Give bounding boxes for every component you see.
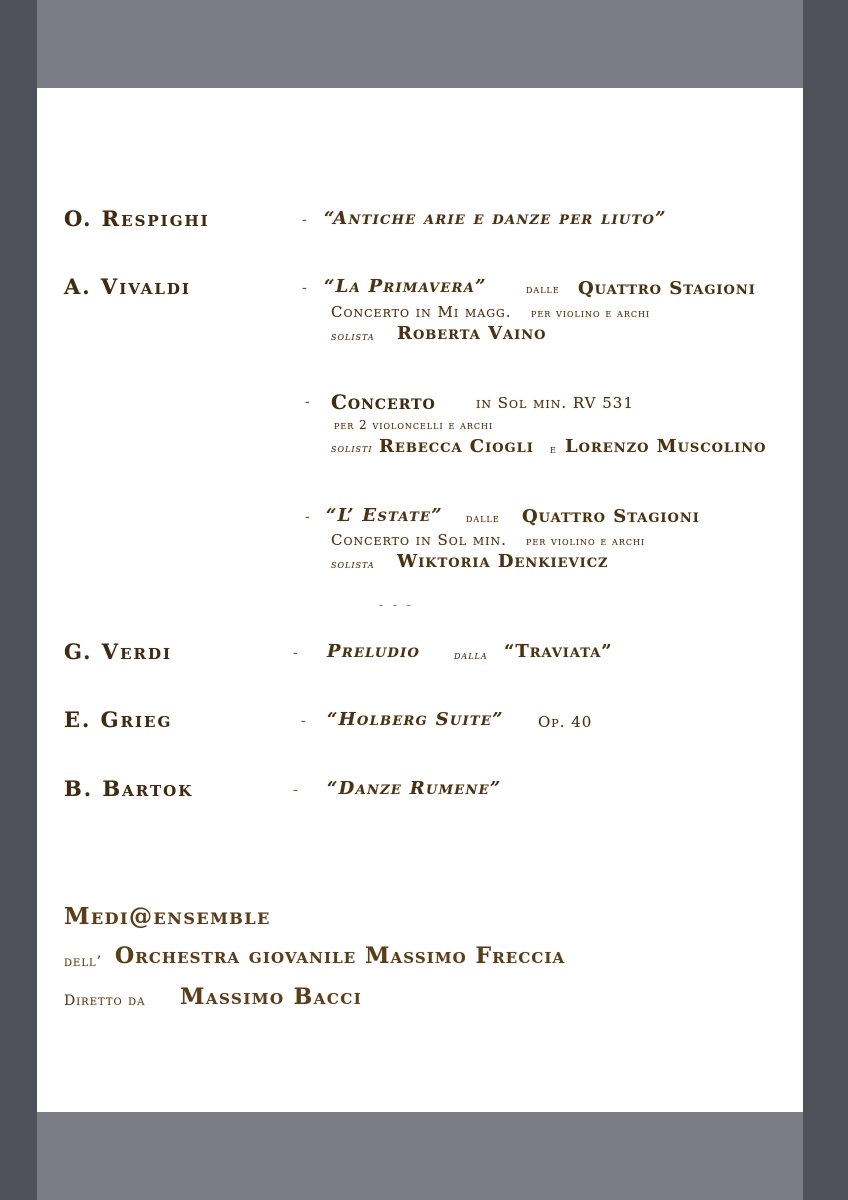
from-estate: dalle xyxy=(466,511,500,525)
key-rv531: in Sol min. RV 531 xyxy=(476,394,634,412)
composer-grieg: E. Grieg xyxy=(64,707,173,732)
concerto-estate: Concerto in Sol min. xyxy=(331,531,507,549)
soloist-label-estate: solista xyxy=(331,557,375,571)
work-grieg: “Holberg Suite” xyxy=(327,709,504,730)
scoring-rv531: per 2 violoncelli e archi xyxy=(334,418,494,432)
program-sheet xyxy=(37,88,803,1112)
collection-primavera: Quattro Stagioni xyxy=(578,278,756,299)
conductor-name: Massimo Bacci xyxy=(180,984,363,1010)
frame-left-edge xyxy=(0,0,37,1200)
scoring-estate: per violino e archi xyxy=(526,534,646,548)
ensemble-of-label: dell’ xyxy=(64,954,103,970)
soloists-label-rv531: solisti xyxy=(331,441,373,455)
dash-bartok: - xyxy=(293,782,298,798)
composer-bartok: B. Bartok xyxy=(64,776,194,801)
dash-respighi: - xyxy=(302,212,307,228)
frame-right-edge xyxy=(803,0,848,1200)
collection-estate: Quattro Stagioni xyxy=(522,506,700,527)
soloist-2-rv531: Lorenzo Muscolino xyxy=(565,436,767,457)
dash-primavera: - xyxy=(302,280,307,296)
work-primavera: “La Primavera” xyxy=(324,276,487,297)
scoring-primavera: per violino e archi xyxy=(531,306,651,320)
work-estate: “L’ Estate” xyxy=(326,505,443,526)
dash-verdi: - xyxy=(293,645,298,661)
work-rv531: Concerto xyxy=(331,390,436,414)
dash-estate: - xyxy=(305,509,310,525)
and-rv531: e xyxy=(550,442,557,456)
opus-grieg: Op. 40 xyxy=(538,713,593,731)
composer-verdi: G. Verdi xyxy=(64,639,173,664)
composer-vivaldi: A. Vivaldi xyxy=(64,274,191,299)
concerto-primavera: Concerto in Mi magg. xyxy=(331,303,512,321)
frame-top-band xyxy=(37,0,803,88)
work-respighi: “Antiche arie e danze per liuto” xyxy=(324,208,667,229)
composer-respighi: O. Respighi xyxy=(64,206,210,231)
from-primavera: dalle xyxy=(526,282,560,296)
dash-grieg: - xyxy=(301,713,306,729)
dash-rv531: - xyxy=(305,394,310,410)
soloist-label-primavera: solista xyxy=(331,329,375,343)
opera-verdi: “Traviata” xyxy=(504,641,613,662)
from-verdi: dalla xyxy=(454,648,488,662)
directed-by-label: Diretto da xyxy=(64,993,146,1009)
section-separator: - - - xyxy=(379,598,414,612)
soloist-1-rv531: Rebecca Ciogli xyxy=(379,436,534,457)
soloist-primavera: Roberta Vaino xyxy=(397,323,547,344)
work-bartok: “Danze Rumene” xyxy=(327,778,502,799)
ensemble-name: Medi@ensemble xyxy=(64,903,271,930)
soloist-estate: Wiktoria Denkievicz xyxy=(397,551,609,572)
orchestra-name: Orchestra giovanile Massimo Freccia xyxy=(115,943,566,969)
frame-bottom-band xyxy=(37,1112,803,1200)
work-verdi: Preludio xyxy=(327,641,421,662)
